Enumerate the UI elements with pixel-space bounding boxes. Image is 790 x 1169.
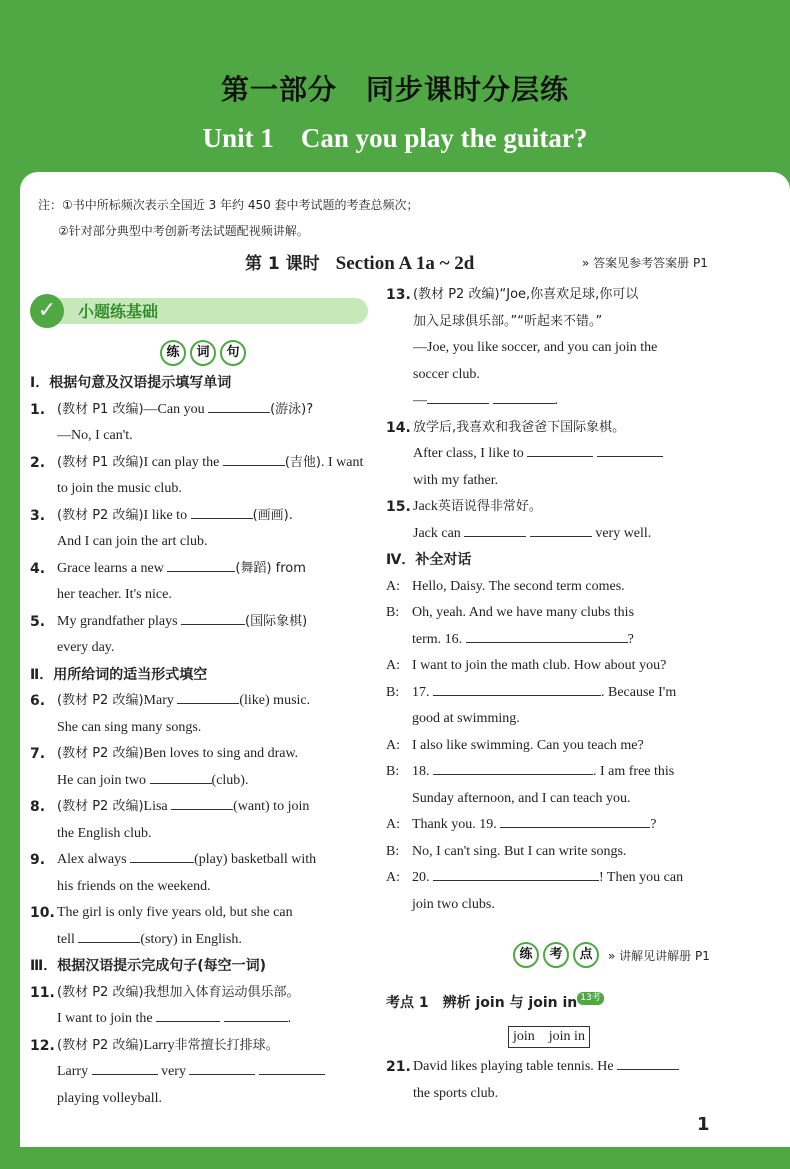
speaker-label: A: [386, 737, 400, 753]
answer-blank[interactable] [597, 442, 663, 457]
question-source: (教材 P2 改编) [413, 287, 500, 302]
dialog-text: Thank you. 19. [412, 817, 497, 832]
dialog-line [386, 733, 726, 760]
answer-blank[interactable] [130, 848, 194, 863]
dialog-text: term. 16. [412, 631, 463, 647]
question-text: the English club. [57, 825, 152, 841]
question-text: After class, I like to [413, 446, 524, 461]
answer-blank[interactable] [464, 522, 526, 537]
dialog-line [386, 706, 726, 733]
question-number: 12. [30, 1037, 55, 1054]
key-point-1 [386, 992, 604, 1012]
dialog-line [386, 865, 726, 892]
dialog-text: good at swimming. [412, 711, 520, 726]
tag-char: 点 [573, 942, 599, 968]
dialog-text: I also like swimming. Can you teach me? [412, 737, 644, 753]
question-text: 放学后,我喜欢和我爸爸下国际象棋。 [413, 419, 626, 435]
question-hint: (国际象棋) [245, 613, 308, 629]
answer-blank[interactable] [150, 769, 212, 784]
dialog-line [386, 600, 726, 627]
question-text: very well. [595, 525, 652, 541]
question-number: 10. [30, 905, 55, 921]
question-text: Larry [57, 1064, 89, 1079]
answer-blank[interactable] [171, 795, 233, 810]
question-text: tell [57, 931, 75, 947]
question-text: 我想加入体育运动俱乐部。 [143, 984, 300, 1000]
question-text: every day. [57, 640, 115, 655]
question-8 [30, 794, 368, 847]
tag-char: 练 [160, 340, 186, 366]
question-6 [30, 688, 368, 741]
question-text: —Can you [143, 401, 205, 417]
section-1-heading: Ⅰ．根据句意及汉语提示填写单词 [30, 375, 232, 391]
question-hint: (club). [211, 772, 249, 788]
question-text: “Joe,你喜欢足球,你可以 [499, 287, 639, 302]
question-text: — [413, 393, 427, 408]
question-text: 英语说得非常好。 [437, 499, 542, 514]
question-3 [30, 503, 368, 556]
answer-blank[interactable] [167, 557, 235, 572]
question-7 [30, 741, 368, 794]
dialog-line [386, 812, 726, 839]
question-hint: (吉他) [284, 454, 321, 470]
question-text: I like to [143, 507, 188, 523]
question-4 [30, 556, 368, 609]
answer-blank[interactable] [78, 928, 140, 943]
question-text: Alex always [57, 852, 127, 867]
speaker-label: A: [386, 817, 400, 832]
part-title: 第一部分 同步课时分层练 [220, 73, 569, 106]
tag-char: 考 [543, 942, 569, 968]
dialog-line [386, 653, 726, 680]
question-source: (教材 P1 改编) [57, 454, 144, 470]
question-text: Mary [143, 693, 174, 708]
dialog-line [386, 627, 726, 654]
speaker-label: B: [386, 764, 400, 779]
question-source: (教材 P2 改编) [57, 799, 144, 814]
question-text: 非常擅长打排球。 [174, 1037, 279, 1053]
speaker-label: A: [386, 870, 400, 885]
tag-char: 句 [220, 340, 246, 366]
question-text: He can join two [57, 772, 147, 788]
word-box-text: join join in [508, 1026, 590, 1048]
question-number: 4. [30, 560, 46, 577]
dialog-text: join two clubs. [412, 896, 495, 912]
question-number: 11. [30, 984, 55, 1001]
question-2 [30, 450, 368, 503]
dialog-text: Because I'm [608, 684, 677, 700]
word-box [508, 1026, 590, 1048]
dialog-text: No, I can't sing. But I can write songs. [412, 843, 627, 859]
question-text: And I can join the art club. [57, 534, 208, 549]
question-number: 6. [30, 693, 46, 709]
question-5 [30, 609, 368, 662]
frequency-badge: 13考 [577, 992, 603, 1005]
question-number: 3. [30, 507, 46, 524]
section-2-heading: Ⅱ．用所给词的适当形式填空 [30, 666, 208, 683]
section-3-heading: Ⅲ．根据汉语提示完成句子(每空一词) [30, 958, 267, 974]
question-source: (教材 P2 改编) [57, 693, 144, 708]
question-11: 11. (教材 P2 改编)我想加入体育运动俱乐部。 I want to join the . [30, 980, 368, 1033]
answer-blank[interactable] [527, 442, 593, 457]
question-number: 5. [30, 613, 46, 630]
question-text: very [161, 1064, 186, 1079]
dialog-text: ? [650, 817, 657, 832]
key-point-label: 考点 1 辨析 join 与 join in [386, 995, 578, 1011]
question-text: soccer club. [413, 366, 480, 382]
answer-blank[interactable] [181, 610, 245, 625]
question-text: David likes playing table tennis. He [413, 1059, 614, 1074]
question-number: 1. [30, 401, 46, 418]
answer-blank[interactable] [224, 1007, 288, 1022]
question-text: 加入足球俱乐部。”“听起来不错。” [413, 313, 603, 329]
speaker-label: B: [386, 843, 400, 859]
answer-blank[interactable] [177, 689, 239, 704]
answer-blank[interactable] [191, 504, 253, 519]
question-number: 15. [386, 499, 411, 515]
page-number: 1 [697, 1114, 710, 1135]
question-hint: (画画). [252, 507, 293, 523]
lesson-title [245, 249, 474, 275]
dialog-text: Hello, Daisy. The second term comes. [412, 578, 625, 594]
question-text: My grandfather plays [57, 613, 178, 629]
question-hint: (游泳)? [270, 401, 314, 417]
question-text: Lisa [143, 799, 168, 814]
answer-blank[interactable] [493, 389, 555, 404]
note-line-2: ②针对部分典型中考创新考法试题配视频讲解。 [58, 224, 309, 238]
question-number: 21. [386, 1059, 411, 1075]
dialog-line [386, 786, 726, 813]
question-source: (教材 P2 改编) [57, 746, 144, 761]
question-source: (教材 P1 改编) [57, 401, 144, 417]
word-sentence-tag [160, 340, 246, 366]
answer-blank[interactable] [433, 866, 599, 881]
question-text: the sports club. [413, 1085, 499, 1101]
question-source: (教材 P2 改编) [57, 507, 144, 523]
question-number: 8. [30, 799, 46, 815]
left-column [30, 370, 368, 1112]
question-text: with my father. [413, 472, 499, 488]
answer-blank[interactable] [223, 451, 285, 466]
dialog-text: 18. [412, 764, 430, 779]
answer-blank[interactable] [427, 389, 489, 404]
question-10 [30, 900, 368, 953]
dialog-line [386, 892, 726, 919]
note-line-1: 注：①书中所标频次表示全国近 3 年约 450 套中考试题的考查总频次； [38, 198, 419, 212]
question-text: his friends on the weekend. [57, 878, 211, 894]
answer-blank[interactable] [466, 628, 628, 643]
question-number: 14. [386, 419, 411, 436]
question-text: Larry [143, 1037, 175, 1053]
dialog-line: B: 17. . Because I'm [386, 680, 726, 707]
dialog-line: B: 18. . I am free this [386, 759, 726, 786]
tag-char: 词 [190, 340, 216, 366]
dialog-text: Oh, yeah. And we have many clubs this [412, 605, 635, 620]
answer-blank[interactable] [208, 398, 270, 413]
speaker-label: B: [386, 684, 400, 700]
section-4-heading: Ⅳ．补全对话 [386, 552, 472, 568]
speaker-label: A: [386, 578, 400, 594]
dialog-text: ? [627, 631, 634, 647]
check-icon: ✓ [30, 294, 64, 328]
dialog-text: Sunday afternoon, and I can teach you. [412, 790, 631, 806]
question-21 [386, 1054, 726, 1107]
answer-blank[interactable] [156, 1007, 220, 1022]
question-12 [30, 1033, 368, 1113]
question-hint: (story) in English. [140, 931, 242, 947]
dialog-text: 17. [412, 684, 430, 700]
basics-label: 小题练基础 [78, 302, 159, 321]
question-number: 7. [30, 746, 46, 762]
answer-blank[interactable] [500, 813, 650, 828]
dialog-text: 20. [412, 870, 430, 885]
question-source: (教材 P2 改编) [57, 1037, 144, 1053]
tag-char: 练 [513, 942, 539, 968]
question-text: I want to join the [57, 1011, 153, 1026]
answer-blank[interactable] [530, 522, 592, 537]
speaker-label: B: [386, 605, 400, 620]
question-hint: (舞蹈) from [235, 560, 306, 576]
practice-points-tag [513, 942, 599, 968]
dialog-line [386, 839, 726, 866]
question-text: her teacher. It's nice. [57, 587, 172, 602]
question-number: 2. [30, 454, 46, 471]
speaker-label: A: [386, 658, 400, 673]
question-9 [30, 847, 368, 900]
question-14 [386, 415, 726, 495]
answer-blank[interactable] [617, 1055, 679, 1070]
dialog-text: I want to join the math club. How about you? [412, 658, 667, 673]
question-15 [386, 494, 726, 547]
question-source: (教材 P2 改编) [57, 984, 144, 1000]
question-text: . I want to join the music club. [57, 454, 364, 496]
answer-blank[interactable] [433, 760, 593, 775]
right-column [386, 282, 726, 918]
answer-reference: » 答案见参考答案册 P1 [582, 256, 708, 270]
dialog-text: I am free this [600, 764, 675, 779]
lesson-number: 第 1 课时 [245, 254, 320, 274]
question-text: The girl is only five years old, but she can [57, 905, 293, 920]
question-text: —Joe, you like soccer, and you can join the [413, 340, 658, 355]
question-text: Jack [413, 499, 438, 514]
question-text: —No, I can't. [57, 428, 133, 443]
question-1 [30, 397, 368, 450]
answer-blank[interactable] [259, 1060, 325, 1075]
question-13: 13. (教材 P2 改编)“Joe,你喜欢足球,你可以 加入足球俱乐部。”“听起来不错。” —Joe, you like soccer, and you can join the soccer club. — . [386, 282, 726, 415]
question-number: 9. [30, 852, 46, 868]
question-text: She can sing many songs. [57, 719, 202, 735]
dialog-line [386, 574, 726, 601]
question-text: I can play the [143, 454, 220, 470]
unit-title: Unit 1 Can you play the guitar? [202, 123, 588, 153]
question-text: Jack can [413, 525, 461, 541]
answer-blank[interactable] [189, 1060, 255, 1075]
question-text: Ben loves to sing and draw. [143, 746, 299, 761]
question-text: Grace learns a new [57, 560, 164, 576]
answer-blank[interactable] [433, 681, 601, 696]
explanation-reference: » 讲解见讲解册 P1 [608, 949, 710, 963]
question-text: playing volleyball. [57, 1090, 162, 1106]
dialog-text: ! Then you can [599, 870, 684, 885]
question-hint: (want) to join [233, 799, 310, 814]
lesson-section: Section A 1a ~ 2d [335, 253, 475, 274]
answer-blank[interactable] [92, 1060, 158, 1075]
basics-banner [30, 294, 368, 328]
question-hint: (play) basketball with [194, 852, 317, 867]
question-hint: (like) music. [239, 693, 311, 708]
question-number: 13. [386, 287, 411, 303]
